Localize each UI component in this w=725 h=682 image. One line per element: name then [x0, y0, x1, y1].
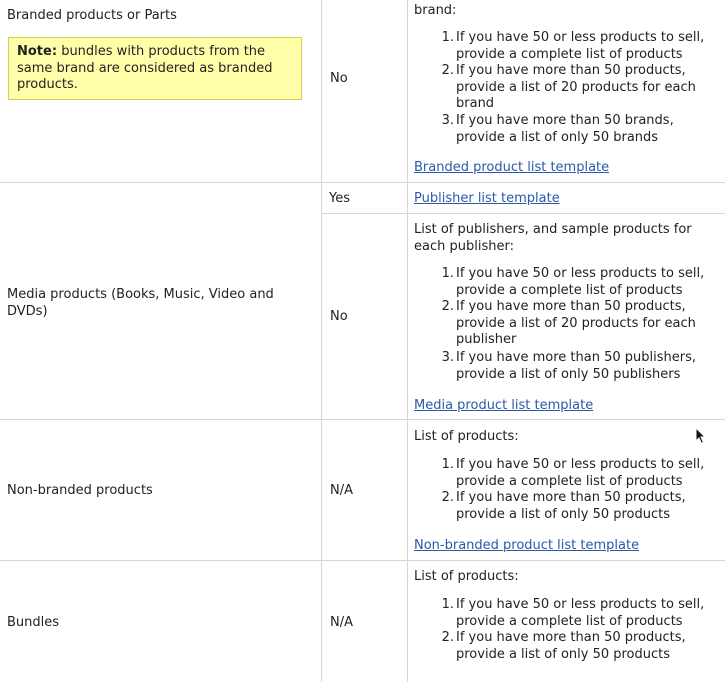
nonbranded-template-link[interactable]: Non-branded product list template — [414, 538, 640, 553]
note-label: Note: — [17, 44, 58, 59]
answer-nonbranded: N/A — [330, 483, 353, 498]
answer-bundles: N/A — [330, 615, 353, 630]
media-template-link[interactable]: Media product list template — [414, 398, 594, 413]
category-bundles: Bundles — [7, 615, 60, 630]
note-text: same brand are considered as branded — [17, 60, 273, 76]
note-text: products. — [17, 77, 78, 92]
row-divider — [0, 560, 725, 561]
answer-media-yes: Yes — [329, 191, 350, 206]
category-branded: Branded products or Parts — [7, 8, 177, 23]
column-divider — [407, 0, 408, 682]
publisher-template-link[interactable]: Publisher list template — [414, 191, 560, 206]
note-box — [8, 37, 302, 100]
branded-template-link[interactable]: Branded product list template — [414, 160, 610, 175]
intro-bundles: List of products: — [414, 569, 519, 584]
column-divider — [321, 0, 322, 682]
intro-nonbranded: List of products: — [414, 429, 519, 444]
intro-media: List of publishers, and sample products for each publisher: — [414, 222, 692, 254]
answer-branded: No — [330, 71, 348, 86]
row-divider — [322, 213, 725, 214]
category-media: Media products (Books, Music, Video and DVDs) — [7, 287, 274, 319]
answer-media-no: No — [330, 309, 348, 324]
mouse-pointer-icon — [695, 427, 707, 449]
intro-branded: brand: — [414, 3, 457, 18]
row-divider — [0, 419, 725, 420]
note-text: bundles with products from the — [61, 44, 266, 59]
category-nonbranded: Non-branded products — [7, 483, 153, 498]
row-divider — [0, 182, 725, 183]
